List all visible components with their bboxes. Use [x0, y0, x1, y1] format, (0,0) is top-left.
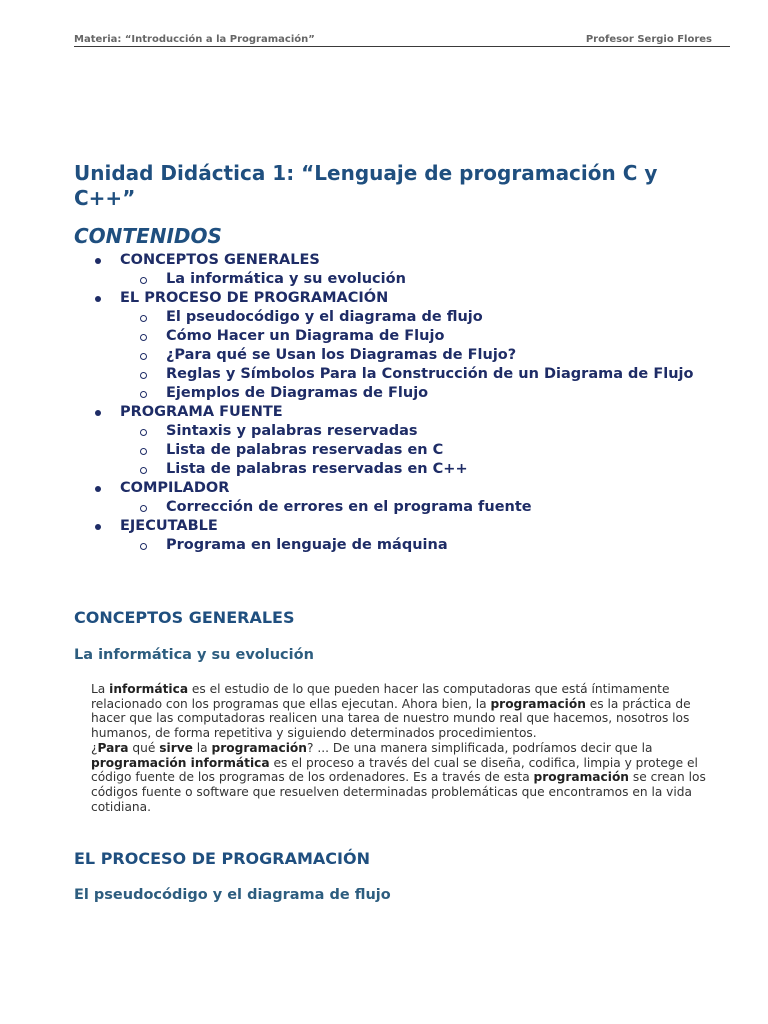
circle-bullet-icon	[140, 315, 147, 322]
toc-subitem[interactable]	[74, 536, 714, 555]
circle-bullet-icon	[140, 448, 147, 455]
toc-item-conceptos[interactable]	[74, 251, 714, 270]
body-paragraph: La informática es el estudio de lo que pueden hacer las computadoras que está íntimamente relacionado con los programas que ellas ejecutan. Ahora bien, la programación es la práctica de hacer que las computadoras realicen una tarea de nuestro mundo real que hacemos, nosotros los humanos, de forma repetitiva y siguiendo determinados procedimientos. ¿Para qué sirve la programación? ... De una manera simplificada, podríamos decir que la programación informática es el proceso a través del cual se diseña, codifica, limpia y protege el código fuente de los programas de los ordenadores. Es a través de esta programación se crean los códigos fuente o software que resuelven determinadas problemáticas que encontramos en la vida cotidiana.	[91, 682, 706, 814]
toc-sublabel: Corrección de errores en el programa fuente	[166, 499, 532, 515]
circle-bullet-icon	[140, 467, 147, 474]
toc-item-programa-fuente[interactable]	[74, 403, 714, 422]
toc-subitem[interactable]	[74, 308, 714, 327]
subsection-heading-informatica: La informática y su evolución	[74, 647, 314, 663]
circle-bullet-icon	[140, 505, 147, 512]
section-heading-proceso: EL PROCESO DE PROGRAMACIÓN	[74, 849, 370, 868]
circle-bullet-icon	[140, 429, 147, 436]
circle-bullet-icon	[140, 543, 147, 550]
table-of-contents	[74, 251, 714, 555]
toc-sublabel: Lista de palabras reservadas en C++	[166, 461, 468, 477]
subsection-heading-pseudocodigo: El pseudocódigo y el diagrama de flujo	[74, 887, 391, 903]
circle-bullet-icon	[140, 372, 147, 379]
section-heading-conceptos: CONCEPTOS GENERALES	[74, 608, 295, 627]
toc-item-compilador[interactable]	[74, 479, 714, 498]
toc-sublabel: El pseudocódigo y el diagrama de flujo	[166, 309, 483, 325]
toc-sublabel: Cómo Hacer un Diagrama de Flujo	[166, 328, 445, 344]
toc-sublabel: Lista de palabras reservadas en C	[166, 442, 444, 458]
bullet-icon	[95, 296, 101, 302]
toc-sublabel: La informática y su evolución	[166, 271, 406, 287]
toc-subitem[interactable]	[74, 384, 714, 403]
toc-sublabel: Sintaxis y palabras reservadas	[166, 423, 418, 439]
toc-label: CONCEPTOS GENERALES	[120, 252, 320, 268]
toc-subitem[interactable]	[74, 327, 714, 346]
toc-sublabel: Reglas y Símbolos Para la Construcción de un Diagrama de Flujo	[166, 366, 694, 382]
toc-label: EL PROCESO DE PROGRAMACIÓN	[120, 290, 389, 306]
bullet-icon	[95, 524, 101, 530]
bullet-icon	[95, 486, 101, 492]
toc-subitem[interactable]	[74, 365, 714, 384]
circle-bullet-icon	[140, 391, 147, 398]
toc-sublabel: Programa en lenguaje de máquina	[166, 537, 448, 553]
toc-sublabel: ¿Para qué se Usan los Diagramas de Flujo?	[166, 347, 517, 363]
toc-label: EJECUTABLE	[120, 518, 218, 534]
toc-label: COMPILADOR	[120, 480, 230, 496]
toc-subitem[interactable]	[74, 346, 714, 365]
toc-subitem[interactable]	[74, 441, 714, 460]
circle-bullet-icon	[140, 277, 147, 284]
circle-bullet-icon	[140, 353, 147, 360]
toc-subitem[interactable]	[74, 498, 714, 517]
contents-heading: CONTENIDOS	[74, 224, 222, 248]
unit-title: Unidad Didáctica 1: “Lenguaje de programación C y C++”	[74, 161, 658, 210]
header-subject: Materia: “Introducción a la Programación”	[74, 34, 315, 45]
bullet-icon	[95, 258, 101, 264]
toc-item-ejecutable[interactable]	[74, 517, 714, 536]
toc-subitem[interactable]	[74, 422, 714, 441]
page-header	[74, 34, 730, 47]
toc-item-proceso[interactable]	[74, 289, 714, 308]
bullet-icon	[95, 410, 101, 416]
toc-sublabel: Ejemplos de Diagramas de Flujo	[166, 385, 429, 401]
toc-label: PROGRAMA FUENTE	[120, 404, 283, 420]
circle-bullet-icon	[140, 334, 147, 341]
header-teacher: Profesor Sergio Flores	[585, 34, 712, 45]
toc-subitem[interactable]	[74, 270, 714, 289]
toc-subitem[interactable]	[74, 460, 714, 479]
